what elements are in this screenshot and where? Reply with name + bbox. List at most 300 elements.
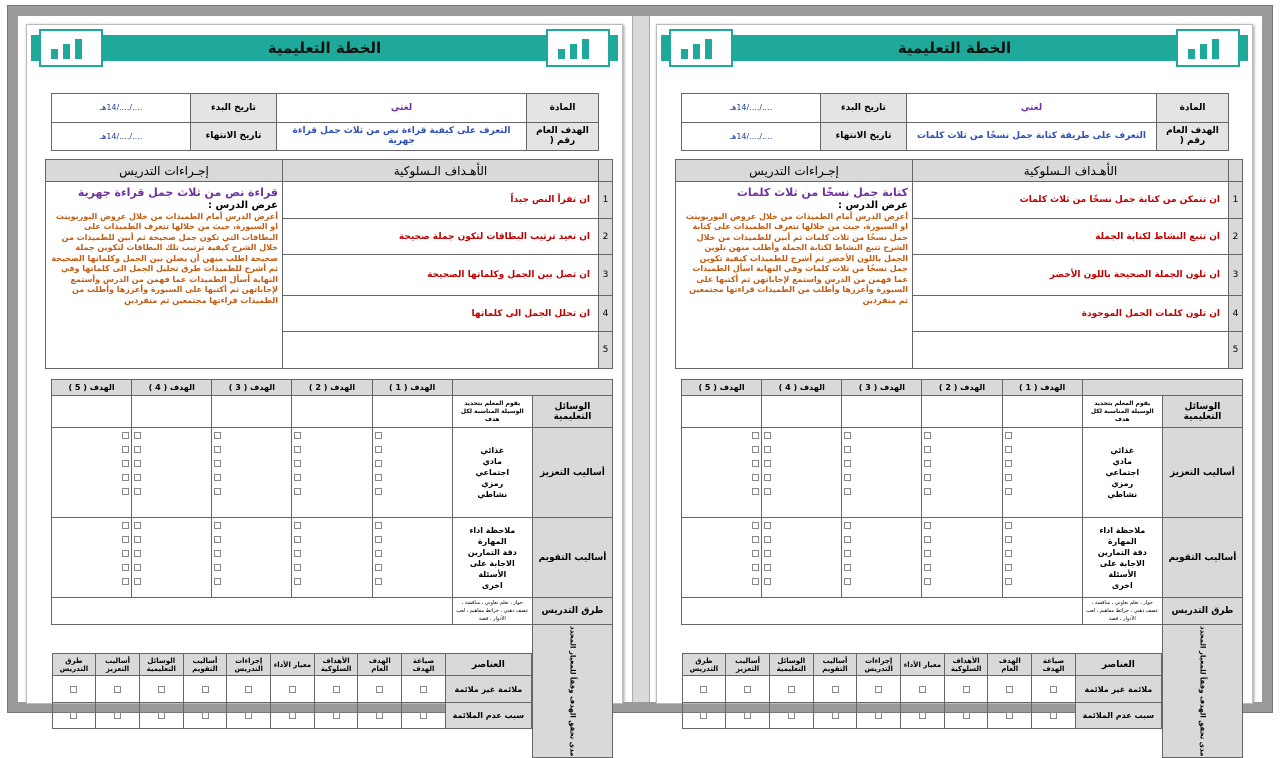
- checkbox[interactable]: [134, 550, 141, 557]
- procedure-body: أعرض الدرس أمام الطميذات من خلال عروض البوربوينت او السبورة، حيث من خلالها تتعرف الطميذات على كتابة جمل نسخًا من ثلاث كلمات ثم أبين للطميذات من خلال الشرح تتبع النشاط لكتابة الجملة وأطلب منهن تلوين الجمل باللون الأخضر ثم أشرح للطميذات كيفية تكوين جمل نسخًا من ثلاث كلمات وفي النهاية اسأل الطميذات عما فهمن من الدرس واستمع لإجاباتهن ثم أكتبها على السبورة وأعززها وأطلب من الطميذات قراءتها مجتمعين ثم منفردين: [685, 211, 908, 305]
- checkbox[interactable]: [844, 536, 851, 543]
- checkbox[interactable]: [214, 578, 221, 585]
- objective-number: 2: [599, 218, 613, 255]
- alignment-row-label: ملائمة غير ملائمة: [445, 676, 531, 703]
- alignment-cell: [183, 676, 227, 703]
- alignment-cell: [402, 676, 446, 703]
- elements-label: العناصر: [1075, 654, 1161, 676]
- alignment-cell: [96, 702, 140, 729]
- checkbox[interactable]: [919, 686, 926, 693]
- subject-label: المادة: [527, 94, 599, 123]
- checkbox[interactable]: [924, 522, 931, 529]
- methods-cell[interactable]: [52, 598, 453, 625]
- start-date-value[interactable]: ..../..../14هـ: [52, 94, 191, 123]
- objective-text[interactable]: ان تلون كلمات الجمل الموجودة: [913, 295, 1229, 332]
- checkbox[interactable]: [924, 536, 931, 543]
- checkbox[interactable]: [158, 712, 165, 719]
- media-cell[interactable]: [292, 396, 372, 428]
- alignment-holder: [682, 625, 1163, 758]
- goal-value[interactable]: التعرف على طريقة كتابة جمل نسخًا من ثلاث كلمات: [907, 122, 1157, 151]
- checkbox[interactable]: [375, 550, 382, 557]
- reinforcement-option: مادي: [1112, 457, 1132, 466]
- alignment-column: أساليب التقويم: [813, 654, 857, 676]
- objective-text[interactable]: ان تتمكن من كتابة جمل نسخًا من ثلاث كلمات: [913, 182, 1229, 219]
- reinforcement-checks: [372, 428, 452, 518]
- alignment-cell: [857, 702, 901, 729]
- alignment-cell: [1032, 676, 1076, 703]
- checkbox[interactable]: [924, 432, 931, 439]
- checkbox[interactable]: [788, 712, 795, 719]
- checkbox[interactable]: [122, 536, 129, 543]
- logo-icon: [546, 29, 610, 67]
- procedure-cell[interactable]: [676, 182, 913, 369]
- reinforcement-checks: [292, 428, 372, 518]
- objectives-header: الأهـداف الـسلوكية: [283, 160, 599, 182]
- page-header: [31, 29, 618, 69]
- alignment-cell: [769, 676, 813, 703]
- alignment-column: الهدف العام: [988, 654, 1032, 676]
- reinforcement-checks: [922, 428, 1002, 518]
- reinforcement-option: رمزي: [1111, 479, 1134, 488]
- reinforcement-checks: [212, 428, 292, 518]
- assessment-options: [1082, 518, 1162, 598]
- checkbox[interactable]: [122, 564, 129, 571]
- checkbox[interactable]: [333, 712, 340, 719]
- media-cell[interactable]: [842, 396, 922, 428]
- end-date-value[interactable]: ..../..../14هـ: [682, 122, 821, 151]
- checkbox[interactable]: [1005, 522, 1012, 529]
- assessment-checks: [762, 518, 842, 598]
- alignment-cell: [227, 702, 271, 729]
- checkbox[interactable]: [1005, 564, 1012, 571]
- checkbox[interactable]: [114, 686, 121, 693]
- checkbox[interactable]: [375, 432, 382, 439]
- media-cell[interactable]: [372, 396, 452, 428]
- checkbox[interactable]: [752, 550, 759, 557]
- objective-text[interactable]: ان تتبع النشاط لكتابة الجملة: [913, 218, 1229, 255]
- alignment-cell: [682, 702, 726, 729]
- checkbox[interactable]: [214, 522, 221, 529]
- alignment-cell: [1032, 702, 1076, 729]
- media-cell[interactable]: [212, 396, 292, 428]
- checkbox[interactable]: [214, 488, 221, 495]
- reinforcement-option: رمزي: [481, 479, 504, 488]
- checkbox[interactable]: [122, 488, 129, 495]
- checkbox[interactable]: [375, 522, 382, 529]
- methods-label: طرق التدريس: [1162, 598, 1242, 625]
- alignment-cell: [813, 702, 857, 729]
- objective-text[interactable]: ان تلون الجملة الصحيحة باللون الأخضر: [913, 255, 1229, 296]
- procedure-title: كتابة جمل نسخًا من ثلاث كلمات: [736, 186, 908, 200]
- checkbox[interactable]: [245, 712, 252, 719]
- reinforcement-label: أساليب التعزيز: [1162, 428, 1242, 518]
- objective-text[interactable]: ان تصل بين الجمل وكلماتها الصحيحة: [283, 255, 599, 296]
- alignment-cell: [52, 702, 96, 729]
- reinforcement-option: اجتماعي: [1105, 468, 1140, 477]
- objective-text[interactable]: [913, 332, 1229, 369]
- checkbox[interactable]: [875, 686, 882, 693]
- checkbox[interactable]: [700, 686, 707, 693]
- media-cell[interactable]: [762, 396, 842, 428]
- objective-number: 4: [599, 295, 613, 332]
- checkbox[interactable]: [375, 488, 382, 495]
- checkbox[interactable]: [875, 712, 882, 719]
- alignment-cell: [682, 676, 726, 703]
- checkbox[interactable]: [832, 686, 839, 693]
- checkbox[interactable]: [375, 536, 382, 543]
- assessment-checks: [292, 518, 372, 598]
- start-date-value[interactable]: ..../..../14هـ: [682, 94, 821, 123]
- checkbox[interactable]: [1005, 578, 1012, 585]
- assessment-checks: [842, 518, 922, 598]
- media-cell[interactable]: [682, 396, 762, 428]
- checkbox[interactable]: [764, 550, 771, 557]
- checkbox[interactable]: [134, 432, 141, 439]
- methods-cell[interactable]: [682, 598, 1083, 625]
- alignment-cell: [314, 702, 358, 729]
- media-note: يقوم المعلم بتحديد الوسيلة المناسبة لكل هدف: [452, 396, 532, 428]
- alignment-column: معيار الأداء: [901, 654, 945, 676]
- reinforcement-checks: [132, 428, 212, 518]
- checkbox[interactable]: [214, 474, 221, 481]
- logo-bar: [51, 49, 58, 59]
- checkbox[interactable]: [294, 522, 301, 529]
- objective-text[interactable]: [283, 332, 599, 369]
- checkbox[interactable]: [764, 578, 771, 585]
- checkbox[interactable]: [134, 522, 141, 529]
- objective-text[interactable]: ان تحلل الجمل الى كلماتها: [283, 295, 599, 332]
- checkbox[interactable]: [420, 712, 427, 719]
- checkbox[interactable]: [752, 564, 759, 571]
- procedure-title: قراءة نص من ثلاث جمل قراءة جهرية: [77, 186, 278, 200]
- checkbox[interactable]: [214, 564, 221, 571]
- checkbox[interactable]: [294, 474, 301, 481]
- checkbox[interactable]: [70, 686, 77, 693]
- checkbox[interactable]: [844, 432, 851, 439]
- checkbox[interactable]: [844, 550, 851, 557]
- checkbox[interactable]: [214, 446, 221, 453]
- objective-text[interactable]: ان تعيد ترتيب البطاقات لتكون جملة صحيحة: [283, 218, 599, 255]
- checkbox[interactable]: [1005, 488, 1012, 495]
- checkbox[interactable]: [214, 432, 221, 439]
- alignment-column: الهدف العام: [358, 654, 402, 676]
- assessment-option: ملاحظة اداء المهارة: [1099, 525, 1146, 546]
- checkbox[interactable]: [752, 578, 759, 585]
- checkbox[interactable]: [214, 536, 221, 543]
- checkbox[interactable]: [924, 460, 931, 467]
- alignment-column: أساليب التعزيز: [726, 654, 770, 676]
- checkbox[interactable]: [1050, 712, 1057, 719]
- checkbox[interactable]: [752, 522, 759, 529]
- alignment-row-label: سبب عدم الملائمة: [1075, 702, 1161, 729]
- checkbox[interactable]: [1006, 712, 1013, 719]
- alignment-column: الوسائل التعليمية: [769, 654, 813, 676]
- checkbox[interactable]: [752, 488, 759, 495]
- assessment-option: دقة التمارين: [467, 547, 517, 557]
- logo-bar: [681, 49, 688, 59]
- checkbox[interactable]: [134, 578, 141, 585]
- subject-value[interactable]: لغتي: [277, 94, 527, 123]
- checkbox[interactable]: [134, 536, 141, 543]
- alignment-table: [52, 653, 532, 729]
- assessment-checks: [52, 518, 132, 598]
- alignment-cell: [139, 676, 183, 703]
- checkbox[interactable]: [764, 432, 771, 439]
- checkbox[interactable]: [202, 686, 209, 693]
- checkbox[interactable]: [844, 578, 851, 585]
- goal-header: الهدف ( 1 ): [1002, 380, 1082, 396]
- objective-text[interactable]: ان تقرأ النص جيداً: [283, 182, 599, 219]
- checkbox[interactable]: [294, 446, 301, 453]
- alignment-cell: [271, 702, 315, 729]
- alignment-cell: [139, 702, 183, 729]
- checkbox[interactable]: [844, 474, 851, 481]
- objective-number: 5: [599, 332, 613, 369]
- checkbox[interactable]: [122, 522, 129, 529]
- elements-label: العناصر: [445, 654, 531, 676]
- checkbox[interactable]: [375, 474, 382, 481]
- checkbox[interactable]: [294, 536, 301, 543]
- checkbox[interactable]: [122, 446, 129, 453]
- assessment-option: اخرى: [481, 580, 503, 590]
- checkbox[interactable]: [1006, 686, 1013, 693]
- checkbox[interactable]: [919, 712, 926, 719]
- checkbox[interactable]: [294, 432, 301, 439]
- checkbox[interactable]: [764, 446, 771, 453]
- logo-icon: [1176, 29, 1240, 67]
- alignment-side-label: مدى تحقق الهدف وفقاً للمعيار المحدد: [1162, 625, 1242, 758]
- checkbox[interactable]: [764, 488, 771, 495]
- media-cell[interactable]: [132, 396, 212, 428]
- page-header: [661, 29, 1248, 69]
- checkbox[interactable]: [924, 446, 931, 453]
- checkbox[interactable]: [122, 432, 129, 439]
- checkbox[interactable]: [1005, 536, 1012, 543]
- logo-bar: [1200, 44, 1207, 59]
- checkbox[interactable]: [963, 712, 970, 719]
- alignment-cell: [944, 676, 988, 703]
- alignment-cell: [769, 702, 813, 729]
- reinforcement-checks: [52, 428, 132, 518]
- checkbox[interactable]: [744, 686, 751, 693]
- checkbox[interactable]: [375, 578, 382, 585]
- num-header: [1229, 160, 1243, 182]
- checkbox[interactable]: [375, 446, 382, 453]
- checkbox[interactable]: [744, 712, 751, 719]
- assessment-checks: [682, 518, 762, 598]
- checkbox[interactable]: [752, 536, 759, 543]
- assessment-checks: [132, 518, 212, 598]
- procedures-header: إجـراءات التدريس: [46, 160, 283, 182]
- alignment-table: [682, 653, 1162, 729]
- checkbox[interactable]: [764, 536, 771, 543]
- checkbox[interactable]: [420, 686, 427, 693]
- checkbox[interactable]: [294, 564, 301, 571]
- reinforcement-options: [1082, 428, 1162, 518]
- checkbox[interactable]: [70, 712, 77, 719]
- checkbox[interactable]: [1050, 686, 1057, 693]
- checkbox[interactable]: [752, 474, 759, 481]
- checkbox[interactable]: [134, 564, 141, 571]
- checkbox[interactable]: [963, 686, 970, 693]
- checkbox[interactable]: [294, 550, 301, 557]
- page-gutter: [632, 16, 650, 702]
- alignment-column: إجراءات التدريس: [857, 654, 901, 676]
- objective-number: 1: [1229, 182, 1243, 219]
- objective-number: 4: [1229, 295, 1243, 332]
- checkbox[interactable]: [832, 712, 839, 719]
- checkbox[interactable]: [294, 578, 301, 585]
- alignment-cell: [813, 676, 857, 703]
- alignment-cell: [901, 676, 945, 703]
- checkbox[interactable]: [844, 564, 851, 571]
- procedure-heading: عرض الدرس :: [208, 200, 278, 212]
- checkbox[interactable]: [214, 460, 221, 467]
- checkbox[interactable]: [202, 712, 209, 719]
- alignment-cell: [857, 676, 901, 703]
- goal-header: الهدف ( 5 ): [682, 380, 762, 396]
- goal-header: الهدف ( 3 ): [212, 380, 292, 396]
- objectives-header: الأهـداف الـسلوكية: [913, 160, 1229, 182]
- logo-bar: [1188, 49, 1195, 59]
- eval-corner: [1082, 380, 1242, 396]
- checkbox[interactable]: [924, 578, 931, 585]
- checkbox[interactable]: [844, 460, 851, 467]
- checkbox[interactable]: [294, 488, 301, 495]
- media-note: يقوم المعلم بتحديد الوسيلة المناسبة لكل هدف: [1082, 396, 1162, 428]
- reinforcement-options: [452, 428, 532, 518]
- reinforcement-option: غذائي: [480, 446, 505, 455]
- checkbox[interactable]: [1005, 550, 1012, 557]
- slide-frame: [8, 6, 1272, 757]
- checkbox[interactable]: [1005, 432, 1012, 439]
- assessment-option: الاجابة على الأسئلة: [469, 558, 515, 579]
- reinforcement-label: أساليب التعزيز: [532, 428, 612, 518]
- objective-number: 3: [599, 255, 613, 296]
- info-table: [681, 93, 1229, 151]
- checkbox[interactable]: [924, 564, 931, 571]
- alignment-column: الوسائل التعليمية: [139, 654, 183, 676]
- checkbox[interactable]: [375, 460, 382, 467]
- checkbox[interactable]: [134, 460, 141, 467]
- checkbox[interactable]: [1005, 474, 1012, 481]
- alignment-cell: [183, 702, 227, 729]
- alignment-cell: [227, 676, 271, 703]
- checkbox[interactable]: [114, 712, 121, 719]
- alignment-row-label: سبب عدم الملائمة: [445, 702, 531, 729]
- checkbox[interactable]: [122, 460, 129, 467]
- checkbox[interactable]: [700, 712, 707, 719]
- checkbox[interactable]: [294, 460, 301, 467]
- checkbox[interactable]: [134, 446, 141, 453]
- checkbox[interactable]: [764, 522, 771, 529]
- checkbox[interactable]: [245, 686, 252, 693]
- assessment-option: اخرى: [1111, 580, 1133, 590]
- checkbox[interactable]: [1005, 446, 1012, 453]
- end-date-value[interactable]: ..../..../14هـ: [52, 122, 191, 151]
- checkbox[interactable]: [844, 446, 851, 453]
- start-date-label: تاريخ البدء: [191, 94, 277, 123]
- checkbox[interactable]: [122, 550, 129, 557]
- info-table: [51, 93, 599, 151]
- alignment-cell: [358, 702, 402, 729]
- checkbox[interactable]: [134, 488, 141, 495]
- reinforcement-option: نشاطي: [1107, 490, 1138, 499]
- checkbox[interactable]: [122, 474, 129, 481]
- alignment-cell: [358, 676, 402, 703]
- alignment-column: الأهداف السلوكية: [944, 654, 988, 676]
- alignment-row-label: ملائمة غير ملائمة: [1075, 676, 1161, 703]
- assessment-option: الاجابة على الأسئلة: [1099, 558, 1145, 579]
- subject-value[interactable]: لغتي: [907, 94, 1157, 123]
- checkbox[interactable]: [924, 550, 931, 557]
- alignment-cell: [944, 702, 988, 729]
- checkbox[interactable]: [788, 686, 795, 693]
- alignment-cell: [314, 676, 358, 703]
- checkbox[interactable]: [289, 712, 296, 719]
- media-cell[interactable]: [52, 396, 132, 428]
- checkbox[interactable]: [214, 550, 221, 557]
- media-cell[interactable]: [922, 396, 1002, 428]
- checkbox[interactable]: [122, 578, 129, 585]
- media-label: الوسائل التعليمية: [1162, 396, 1242, 428]
- subject-label: المادة: [1157, 94, 1229, 123]
- checkbox[interactable]: [752, 446, 759, 453]
- logo-bar: [570, 44, 577, 59]
- alignment-column: طرق التدريس: [52, 654, 96, 676]
- alignment-column: صياغة الهدف: [1032, 654, 1076, 676]
- checkbox[interactable]: [752, 432, 759, 439]
- checkbox[interactable]: [376, 686, 383, 693]
- reinforcement-checks: [762, 428, 842, 518]
- alignment-column: معيار الأداء: [271, 654, 315, 676]
- alignment-side-label: مدى تحقق الهدف وفقاً للمعيار المحدد: [532, 625, 612, 758]
- objectives-table: [45, 159, 613, 369]
- checkbox[interactable]: [764, 474, 771, 481]
- page-left: [26, 24, 623, 757]
- checkbox[interactable]: [752, 460, 759, 467]
- logo-icon: [669, 29, 733, 67]
- checkbox[interactable]: [924, 488, 931, 495]
- checkbox[interactable]: [924, 474, 931, 481]
- checkbox[interactable]: [764, 460, 771, 467]
- goal-header: الهدف ( 2 ): [292, 380, 372, 396]
- checkbox[interactable]: [158, 686, 165, 693]
- checkbox[interactable]: [1005, 460, 1012, 467]
- alignment-column: الأهداف السلوكية: [314, 654, 358, 676]
- goal-header: الهدف ( 4 ): [762, 380, 842, 396]
- checkbox[interactable]: [289, 686, 296, 693]
- goal-header: الهدف ( 1 ): [372, 380, 452, 396]
- procedure-body: أعرض الدرس أمام الطميذات من خلال عروض البوربوينت او السبورة، حيث من خلالها تتعرف الطميذات على البطاقات التي تكون جمل صحيحة ثم أبين للطميذات من خلال الشرح كيفية ترتيب تلك البطاقات لتكوين جملة صحيحة اطلب منهن أن يصلن بين الجمل وكلماتها الصحيحة ثم أشرح للطميذات طرق تحليل الجمل الى كلماتها وفي النهاية أسأل الطميذات عما فهمن من الدرس وأستمع لإجاباتهن ثم أكتبها على السبورة وأعززها وأطلب من الطميذات قراءتها مجتمعين ثم منفردين: [51, 211, 278, 305]
- checkbox[interactable]: [764, 564, 771, 571]
- checkbox[interactable]: [376, 712, 383, 719]
- media-cell[interactable]: [1002, 396, 1082, 428]
- goal-value[interactable]: التعرف على كيفية قراءة نص من ثلاث جمل قراءة جهرية: [277, 122, 527, 151]
- checkbox[interactable]: [333, 686, 340, 693]
- checkbox[interactable]: [134, 474, 141, 481]
- assessment-option: ملاحظة اداء المهارة: [469, 525, 516, 546]
- checkbox[interactable]: [844, 488, 851, 495]
- checkbox[interactable]: [375, 564, 382, 571]
- assessment-checks: [1002, 518, 1082, 598]
- reinforcement-option: اجتماعي: [475, 468, 510, 477]
- procedure-cell[interactable]: [46, 182, 283, 369]
- reinforcement-checks: [682, 428, 762, 518]
- checkbox[interactable]: [844, 522, 851, 529]
- objective-number: 3: [1229, 255, 1243, 296]
- assessment-label: أساليب التقويم: [532, 518, 612, 598]
